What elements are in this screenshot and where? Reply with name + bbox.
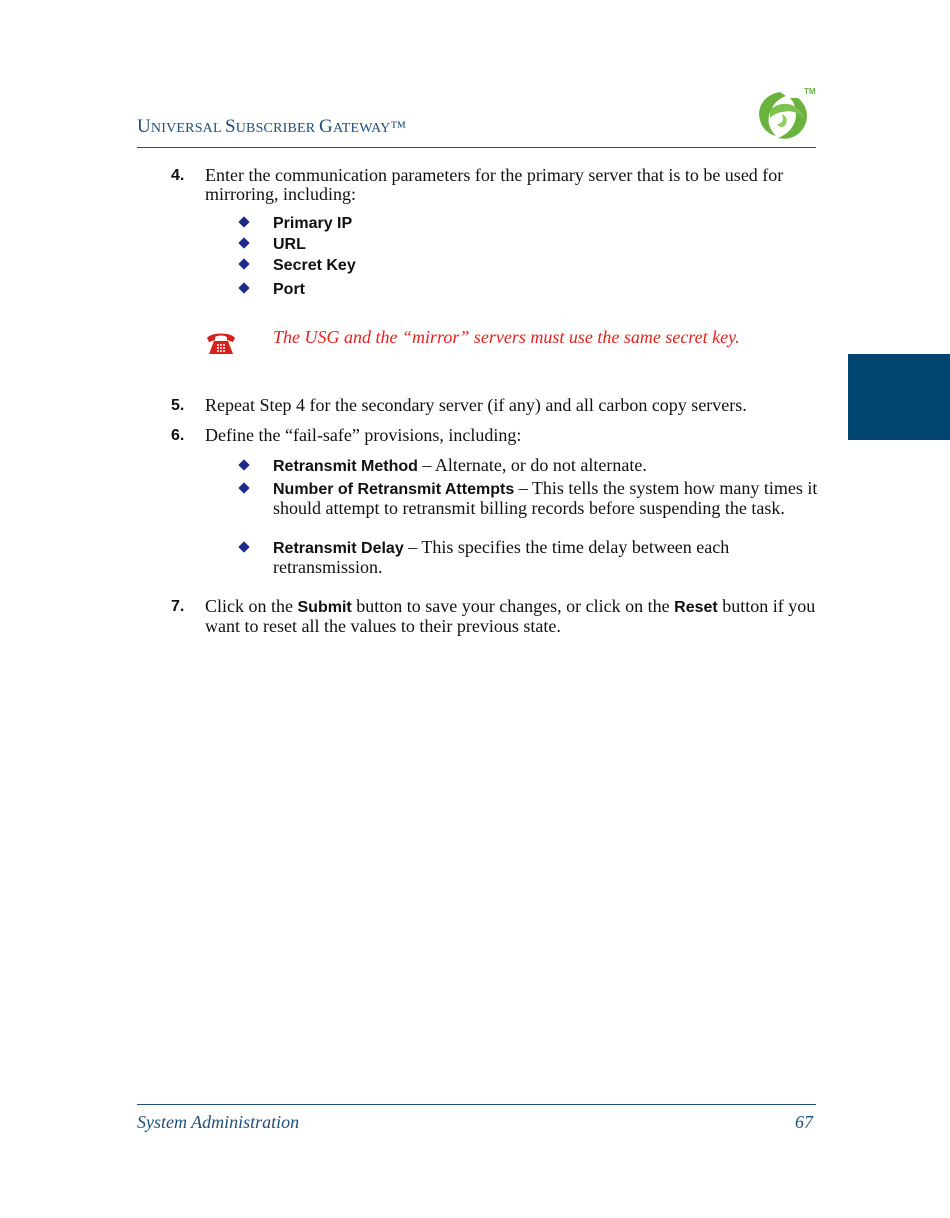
page-number: 67	[795, 1112, 813, 1132]
bullet-diamond-icon	[238, 216, 249, 227]
bullet-diamond-icon	[238, 282, 249, 293]
footer-rule	[137, 1104, 816, 1105]
reset-label: Reset	[674, 599, 718, 616]
submit-label: Submit	[297, 599, 352, 616]
step-text: Enter the communication parameters for the primary server that is to be used for mirroring, including:	[205, 165, 784, 204]
svg-text:TM: TM	[804, 87, 816, 96]
telephone-icon	[205, 330, 237, 356]
step-text: Click on the Submit button to save your changes, or click on the Reset button if you want to reset all the values to their previous state.	[205, 596, 816, 636]
step-text: Repeat Step 4 for the secondary server (if any) and all carbon copy servers.	[205, 395, 747, 415]
bullet-diamond-icon	[238, 482, 249, 493]
header-rule	[137, 147, 816, 148]
step-number: 4.	[171, 167, 185, 184]
bullet-diamond-icon	[238, 237, 249, 248]
document-header-title: UNIVERSAL SUBSCRIBER GATEWAY™	[137, 116, 407, 137]
step-text: Define the “fail-safe” provisions, including:	[205, 425, 522, 445]
bullet-diamond-icon	[238, 459, 249, 470]
bullet-diamond-icon	[238, 541, 249, 552]
company-logo-icon	[750, 84, 820, 144]
footer-section-title: System Administration	[137, 1112, 300, 1132]
step-number: 5.	[171, 397, 185, 414]
section-side-tab	[848, 354, 950, 440]
bullet-diamond-icon	[238, 258, 249, 269]
step-number: 7.	[171, 598, 185, 615]
note-text: The USG and the “mirror” servers must use the same secret key.	[273, 327, 740, 347]
step-number: 6.	[171, 427, 185, 444]
